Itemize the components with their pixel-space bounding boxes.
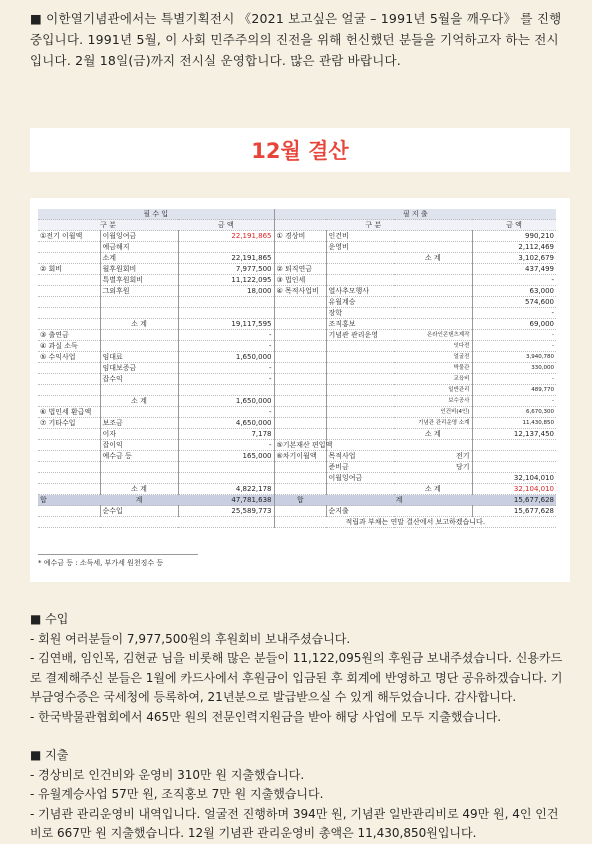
table-cell: 계 xyxy=(100,495,178,506)
table-cell: 7,977,500 xyxy=(178,264,274,275)
table-cell: 18,000 xyxy=(178,286,274,297)
table-cell: 그외후원 xyxy=(100,286,178,297)
table-cell xyxy=(472,462,556,473)
table-cell: 당기 xyxy=(394,462,472,473)
table-cell: - xyxy=(178,363,274,374)
table-cell: ④ 과실 소득 xyxy=(38,341,100,352)
table-cell xyxy=(394,286,472,297)
table-cell xyxy=(100,385,178,396)
table-cell: 소 계 xyxy=(100,319,178,330)
table-cell xyxy=(38,242,100,253)
table-cell xyxy=(326,363,394,374)
table-cell xyxy=(394,242,472,253)
table-cell xyxy=(326,396,394,407)
table-row xyxy=(38,275,556,286)
table-row xyxy=(38,451,556,462)
table-cell xyxy=(326,275,394,286)
table-cell: ⑥차기이월액 xyxy=(274,451,326,462)
table-cell: 소 계 xyxy=(394,253,472,264)
table-cell: 47,781,638 xyxy=(178,495,274,506)
table-cell xyxy=(38,297,100,308)
table-cell: 계 xyxy=(326,495,472,506)
table-cell xyxy=(274,407,326,418)
table-cell: 이월잉여금 xyxy=(100,231,178,242)
table-cell: - xyxy=(472,341,556,352)
table-cell: 489,770 xyxy=(472,385,556,396)
table-cell xyxy=(38,473,100,484)
table-cell: 소계 xyxy=(100,253,178,264)
table-cell xyxy=(100,297,178,308)
table-cell: 인건비 xyxy=(326,231,394,242)
table-cell xyxy=(274,330,326,341)
table-cell: ① 경상비 xyxy=(274,231,326,242)
table-cell: 12,137,450 xyxy=(472,429,556,440)
table-cell: ② 회비 xyxy=(38,264,100,275)
table-cell: 437,499 xyxy=(472,264,556,275)
table-cell: 기념관 관리운영 xyxy=(326,330,394,341)
table-row xyxy=(38,517,556,528)
table-cell xyxy=(178,297,274,308)
table-cell: 11,430,850 xyxy=(472,418,556,429)
table-cell xyxy=(38,440,100,451)
table-cell: 574,600 xyxy=(472,297,556,308)
title-banner xyxy=(30,128,570,172)
table-row xyxy=(38,462,556,473)
table-footnote: * 예수금 등 : 소득세, 부가세 원천징수 등 xyxy=(38,554,198,568)
table-cell xyxy=(394,275,472,286)
table-cell xyxy=(394,297,472,308)
table-cell: 인건비(4인) xyxy=(394,407,472,418)
table-cell: 기념관 관리운영 소계 xyxy=(394,418,472,429)
table-cell xyxy=(274,462,326,473)
table-cell: 보조금 xyxy=(100,418,178,429)
table-cell xyxy=(38,308,100,319)
table-cell xyxy=(100,462,178,473)
table-row xyxy=(38,396,556,407)
table-cell xyxy=(274,319,326,330)
table-cell xyxy=(178,385,274,396)
table-cell: 이자 xyxy=(100,429,178,440)
table-cell xyxy=(326,418,394,429)
table-row xyxy=(38,363,556,374)
table-row xyxy=(38,495,556,506)
table-cell xyxy=(38,506,100,517)
table-cell: 소 계 xyxy=(100,396,178,407)
table-cell: 보수공사 xyxy=(394,396,472,407)
table-cell: 4,650,000 xyxy=(178,418,274,429)
table-cell xyxy=(38,429,100,440)
notice-text: ■ 이한열기념관에서는 특별기획전시 《2021 보고싶은 얼굴 – 1991년 5월을 깨우다》 를 진행 중입니다. 1991년 5월, 이 사회 민주주의의 진전을 위해 헌신했던 분들을 기억하고자 하는 전시입니다. 2월 18일(금)까지 전시실 운영합니다. 많은 관람 바랍니다. xyxy=(30,11,562,68)
table-cell: - xyxy=(472,330,556,341)
table-cell: - xyxy=(178,341,274,352)
table-cell: ③ 출연금 xyxy=(38,330,100,341)
table-cell xyxy=(274,429,326,440)
table-cell: 3,102,679 xyxy=(472,253,556,264)
table-cell xyxy=(178,308,274,319)
table-cell: ④ 목적사업비 xyxy=(274,286,326,297)
table-cell xyxy=(326,407,394,418)
table-row xyxy=(38,374,556,385)
table-cell xyxy=(38,319,100,330)
table-row xyxy=(38,473,556,484)
table-row xyxy=(38,253,556,264)
table-cell: 32,104,010 xyxy=(472,484,556,495)
table-cell: ⑤ 수익사업 xyxy=(38,352,100,363)
table-row xyxy=(38,242,556,253)
table-cell: ② 퇴직연금 xyxy=(274,264,326,275)
table-cell xyxy=(326,429,394,440)
table-cell: 예수금 등 xyxy=(100,451,178,462)
table-cell xyxy=(274,418,326,429)
table-cell: 일반관리 xyxy=(394,385,472,396)
table-cell: 목적사업 xyxy=(326,451,394,462)
table-cell: 69,000 xyxy=(472,319,556,330)
table-cell: - xyxy=(472,308,556,319)
table-cell xyxy=(274,374,326,385)
income-line: - 한국박물관협회에서 465만 원의 전문인력지원금을 받아 해당 사업에 모두 지출했습니다. xyxy=(30,709,502,724)
table-cell xyxy=(274,352,326,363)
table-cell: 1,650,000 xyxy=(178,352,274,363)
page-title: 12월 결산 xyxy=(251,139,349,163)
settlement-table-card xyxy=(30,198,570,582)
table-cell: 전기 xyxy=(394,451,472,462)
table-cell: 2,112,469 xyxy=(472,242,556,253)
table-cell: 특별후원회비 xyxy=(100,275,178,286)
table-cell xyxy=(394,264,472,275)
table-cell: 금 액 xyxy=(178,220,274,231)
table-cell xyxy=(38,451,100,462)
table-cell: 7,178 xyxy=(178,429,274,440)
table-cell: 월후원회비 xyxy=(100,264,178,275)
table-cell xyxy=(38,363,100,374)
table-cell: 990,210 xyxy=(472,231,556,242)
table-cell xyxy=(100,341,178,352)
table-cell: - xyxy=(472,275,556,286)
table-cell: 합 xyxy=(38,495,100,506)
table-cell: 330,000 xyxy=(472,363,556,374)
table-cell: 3,940,780 xyxy=(472,352,556,363)
table-cell: 25,589,773 xyxy=(178,506,274,517)
table-cell: 잇다전 xyxy=(394,341,472,352)
table-cell: 합 xyxy=(274,495,326,506)
table-cell: 구 분 xyxy=(274,220,472,231)
expense-line: - 기념관 관리운영비 내역입니다. 얼굴전 진행하며 394만 원, 기념관 일반관리비로 49만 원, 4인 인건비로 667만 원 지출했습니다. 12월 기념관 관리운영비 총액은 11,430,850원입니다. xyxy=(30,806,559,840)
table-row xyxy=(38,484,556,495)
table-cell: 22,191,865 xyxy=(178,253,274,264)
table-cell: ①전기 이월액 xyxy=(38,231,100,242)
table-cell xyxy=(394,319,472,330)
table-cell: 얼굴전 xyxy=(394,352,472,363)
table-cell: 소 계 xyxy=(394,484,472,495)
table-cell xyxy=(178,242,274,253)
table-cell: - xyxy=(472,374,556,385)
table-cell xyxy=(38,275,100,286)
table-cell: 잡수익 xyxy=(100,374,178,385)
table-cell xyxy=(38,517,274,528)
table-cell xyxy=(100,407,178,418)
table-cell xyxy=(326,484,394,495)
table-row xyxy=(38,352,556,363)
table-row xyxy=(38,429,556,440)
table-row xyxy=(38,264,556,275)
table-cell xyxy=(274,484,326,495)
table-cell xyxy=(100,308,178,319)
table-cell xyxy=(178,473,274,484)
expense-line: - 유월계승사업 57만 원, 조직홍보 7만 원 지출했습니다. xyxy=(30,787,324,801)
table-cell: 15,677,628 xyxy=(472,495,556,506)
table-cell xyxy=(38,286,100,297)
table-cell: 금 액 xyxy=(472,220,556,231)
table-cell xyxy=(394,231,472,242)
table-cell xyxy=(326,374,394,385)
table-cell: 소 계 xyxy=(100,484,178,495)
table-row xyxy=(38,407,556,418)
table-row xyxy=(38,297,556,308)
table-cell xyxy=(326,253,394,264)
table-cell xyxy=(326,440,394,451)
table-cell: - xyxy=(178,440,274,451)
table-cell: 32,104,010 xyxy=(472,473,556,484)
table-cell: 순수입 xyxy=(100,506,178,517)
table-cell xyxy=(100,473,178,484)
table-cell: 적립과 부채는 연말 결산에서 보고하겠습니다. xyxy=(274,517,556,528)
expense-line: - 경상비로 인건비와 운영비 310만 원 지출했습니다. xyxy=(30,767,305,782)
table-cell: 6,670,300 xyxy=(472,407,556,418)
table-cell xyxy=(274,341,326,352)
table-cell: - xyxy=(178,330,274,341)
table-cell xyxy=(394,473,472,484)
table-cell xyxy=(472,451,556,462)
table-cell xyxy=(326,264,394,275)
expense-section xyxy=(30,746,570,844)
income-heading: ■ 수입 xyxy=(30,612,69,626)
income-section xyxy=(30,610,570,727)
table-cell xyxy=(274,308,326,319)
table-cell xyxy=(100,330,178,341)
table-cell xyxy=(274,385,326,396)
table-cell: 잡이익 xyxy=(100,440,178,451)
income-line: - 김연배, 임인목, 김현균 님을 비롯해 많은 분들이 11,122,095원의 후원금 보내주셨습니다. 신용카드로 결제해주신 분들은 1월에 카드사에서 후원금이 입금된 후 회계에 반영하고 명단 공유하겠습니다. 기부금영수증은 국세청에 등록하여, 21년분으로 발급받으실 수 있게 해두었습니다. 감사합니다. xyxy=(30,651,563,704)
table-cell xyxy=(38,396,100,407)
table-cell: ⑥ 법인세 환급액 xyxy=(38,407,100,418)
table-cell xyxy=(274,297,326,308)
table-cell: ③ 법인세 xyxy=(274,275,326,286)
table-cell xyxy=(274,506,326,517)
table-cell xyxy=(274,242,326,253)
table-cell: 19,117,595 xyxy=(178,319,274,330)
table-row xyxy=(38,286,556,297)
table-row xyxy=(38,418,556,429)
table-row xyxy=(38,209,556,220)
table-cell xyxy=(38,484,100,495)
table-cell xyxy=(394,440,472,451)
table-cell xyxy=(326,352,394,363)
table-cell: 임대료 xyxy=(100,352,178,363)
table-cell xyxy=(394,308,472,319)
table-cell: 박물관 xyxy=(394,363,472,374)
table-cell: ⑦ 기타수입 xyxy=(38,418,100,429)
table-cell: 63,000 xyxy=(472,286,556,297)
table-cell: 장학 xyxy=(326,308,394,319)
table-cell: 유월계승 xyxy=(326,297,394,308)
table-cell: - xyxy=(178,407,274,418)
table-cell xyxy=(472,440,556,451)
table-cell: 예금해지 xyxy=(100,242,178,253)
table-cell: 교육비 xyxy=(394,374,472,385)
table-cell: 필 지 출 xyxy=(274,209,556,220)
table-row xyxy=(38,319,556,330)
table-row xyxy=(38,330,556,341)
table-row xyxy=(38,220,556,231)
table-cell: 온라인콘텐츠제작 xyxy=(394,330,472,341)
table-row xyxy=(38,440,556,451)
table-cell: - xyxy=(472,396,556,407)
table-cell: 열사추모행사 xyxy=(326,286,394,297)
table-row xyxy=(38,231,556,242)
table-cell xyxy=(38,385,100,396)
table-cell: 15,677,628 xyxy=(472,506,556,517)
table-cell xyxy=(326,385,394,396)
table-row xyxy=(38,385,556,396)
table-cell xyxy=(38,253,100,264)
expense-heading: ■ 지출 xyxy=(30,748,69,762)
table-cell: 이월잉여금 xyxy=(326,473,394,484)
table-cell: 4,822,178 xyxy=(178,484,274,495)
table-cell xyxy=(274,363,326,374)
table-cell: 조직홍보 xyxy=(326,319,394,330)
table-cell: 11,122,095 xyxy=(178,275,274,286)
table-cell xyxy=(274,253,326,264)
table-cell: 165,000 xyxy=(178,451,274,462)
table-cell: 순지출 xyxy=(326,506,394,517)
table-cell xyxy=(326,341,394,352)
table-cell: 임대보증금 xyxy=(100,363,178,374)
table-cell xyxy=(178,462,274,473)
table-row xyxy=(38,341,556,352)
table-cell xyxy=(274,473,326,484)
table-row xyxy=(38,506,556,517)
table-cell: ⑤기본재산 편입액 xyxy=(274,440,326,451)
table-cell xyxy=(274,396,326,407)
table-cell: - xyxy=(178,374,274,385)
table-cell: 1,650,000 xyxy=(178,396,274,407)
table-cell: 운영비 xyxy=(326,242,394,253)
table-cell xyxy=(394,506,472,517)
table-cell xyxy=(38,374,100,385)
table-cell: 구 분 xyxy=(38,220,178,231)
table-cell: 22,191,865 xyxy=(178,231,274,242)
settlement-table xyxy=(38,209,556,528)
table-cell: 준비금 xyxy=(326,462,394,473)
table-cell: 필 수 입 xyxy=(38,209,274,220)
income-line: - 회원 여러분들이 7,977,500원의 후원회비 보내주셨습니다. xyxy=(30,631,351,646)
table-row xyxy=(38,308,556,319)
table-cell xyxy=(38,462,100,473)
table-cell: 소 계 xyxy=(394,429,472,440)
